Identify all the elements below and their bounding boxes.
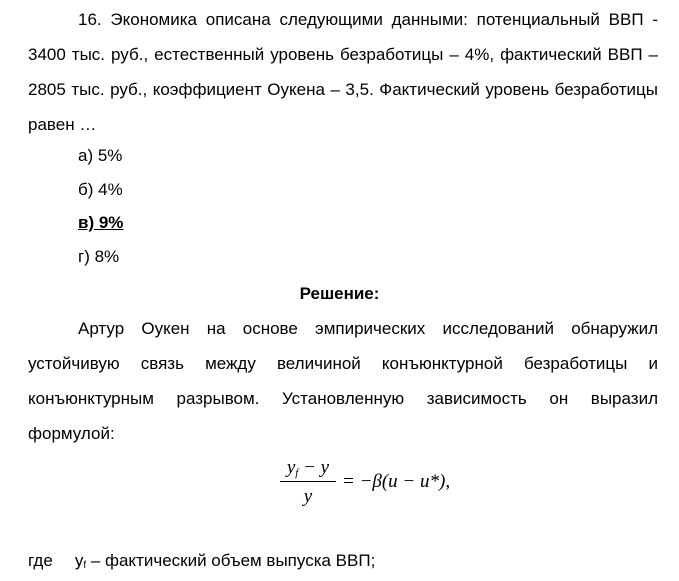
- option-d: г) 8%: [78, 247, 120, 266]
- solution-text: [28, 311, 658, 451]
- option-b: б) 4%: [78, 180, 123, 199]
- option-c-correct: в) 9%: [78, 213, 124, 232]
- where-symbol: $y_f$: [74, 551, 87, 571]
- problem-line-4: равен …: [28, 115, 97, 134]
- okun-formula: [278, 455, 478, 515]
- formula-denominator: y: [303, 486, 313, 507]
- formula-numerator: $y_f - y$: [286, 457, 330, 479]
- solution-line-4: формулой:: [28, 424, 115, 443]
- solution-line-1: Артур Оукен на основе эмпирических исследований обнаружил: [78, 319, 658, 338]
- option-a: а) 5%: [78, 146, 123, 165]
- solution-line-3: конъюнктурным разрывом. Установленную зависимость он выразил: [28, 389, 658, 408]
- problem-text: [28, 2, 658, 142]
- where-lead: где: [28, 551, 53, 570]
- solution-heading: Решение:: [299, 284, 380, 303]
- problem-line-3: 2805 тыс. руб., коэффициент Оукена – 3,5. Фактический уровень безработицы: [28, 80, 658, 99]
- problem-line-2: 3400 тыс. руб., естественный уровень безработицы – 4%, фактический ВВП –: [28, 45, 658, 64]
- formula-right-side: = −β(u − u*),: [342, 471, 451, 492]
- solution-line-2: устойчивую связь между величиной конъюнктурной безработицы и: [28, 354, 658, 373]
- where-line: [28, 551, 375, 576]
- where-definition: – фактический объем выпуска ВВП;: [86, 551, 376, 570]
- formula-fraction: [278, 455, 338, 508]
- problem-line-1: 16. Экономика описана следующими данными: потенциальный ВВП -: [78, 10, 658, 29]
